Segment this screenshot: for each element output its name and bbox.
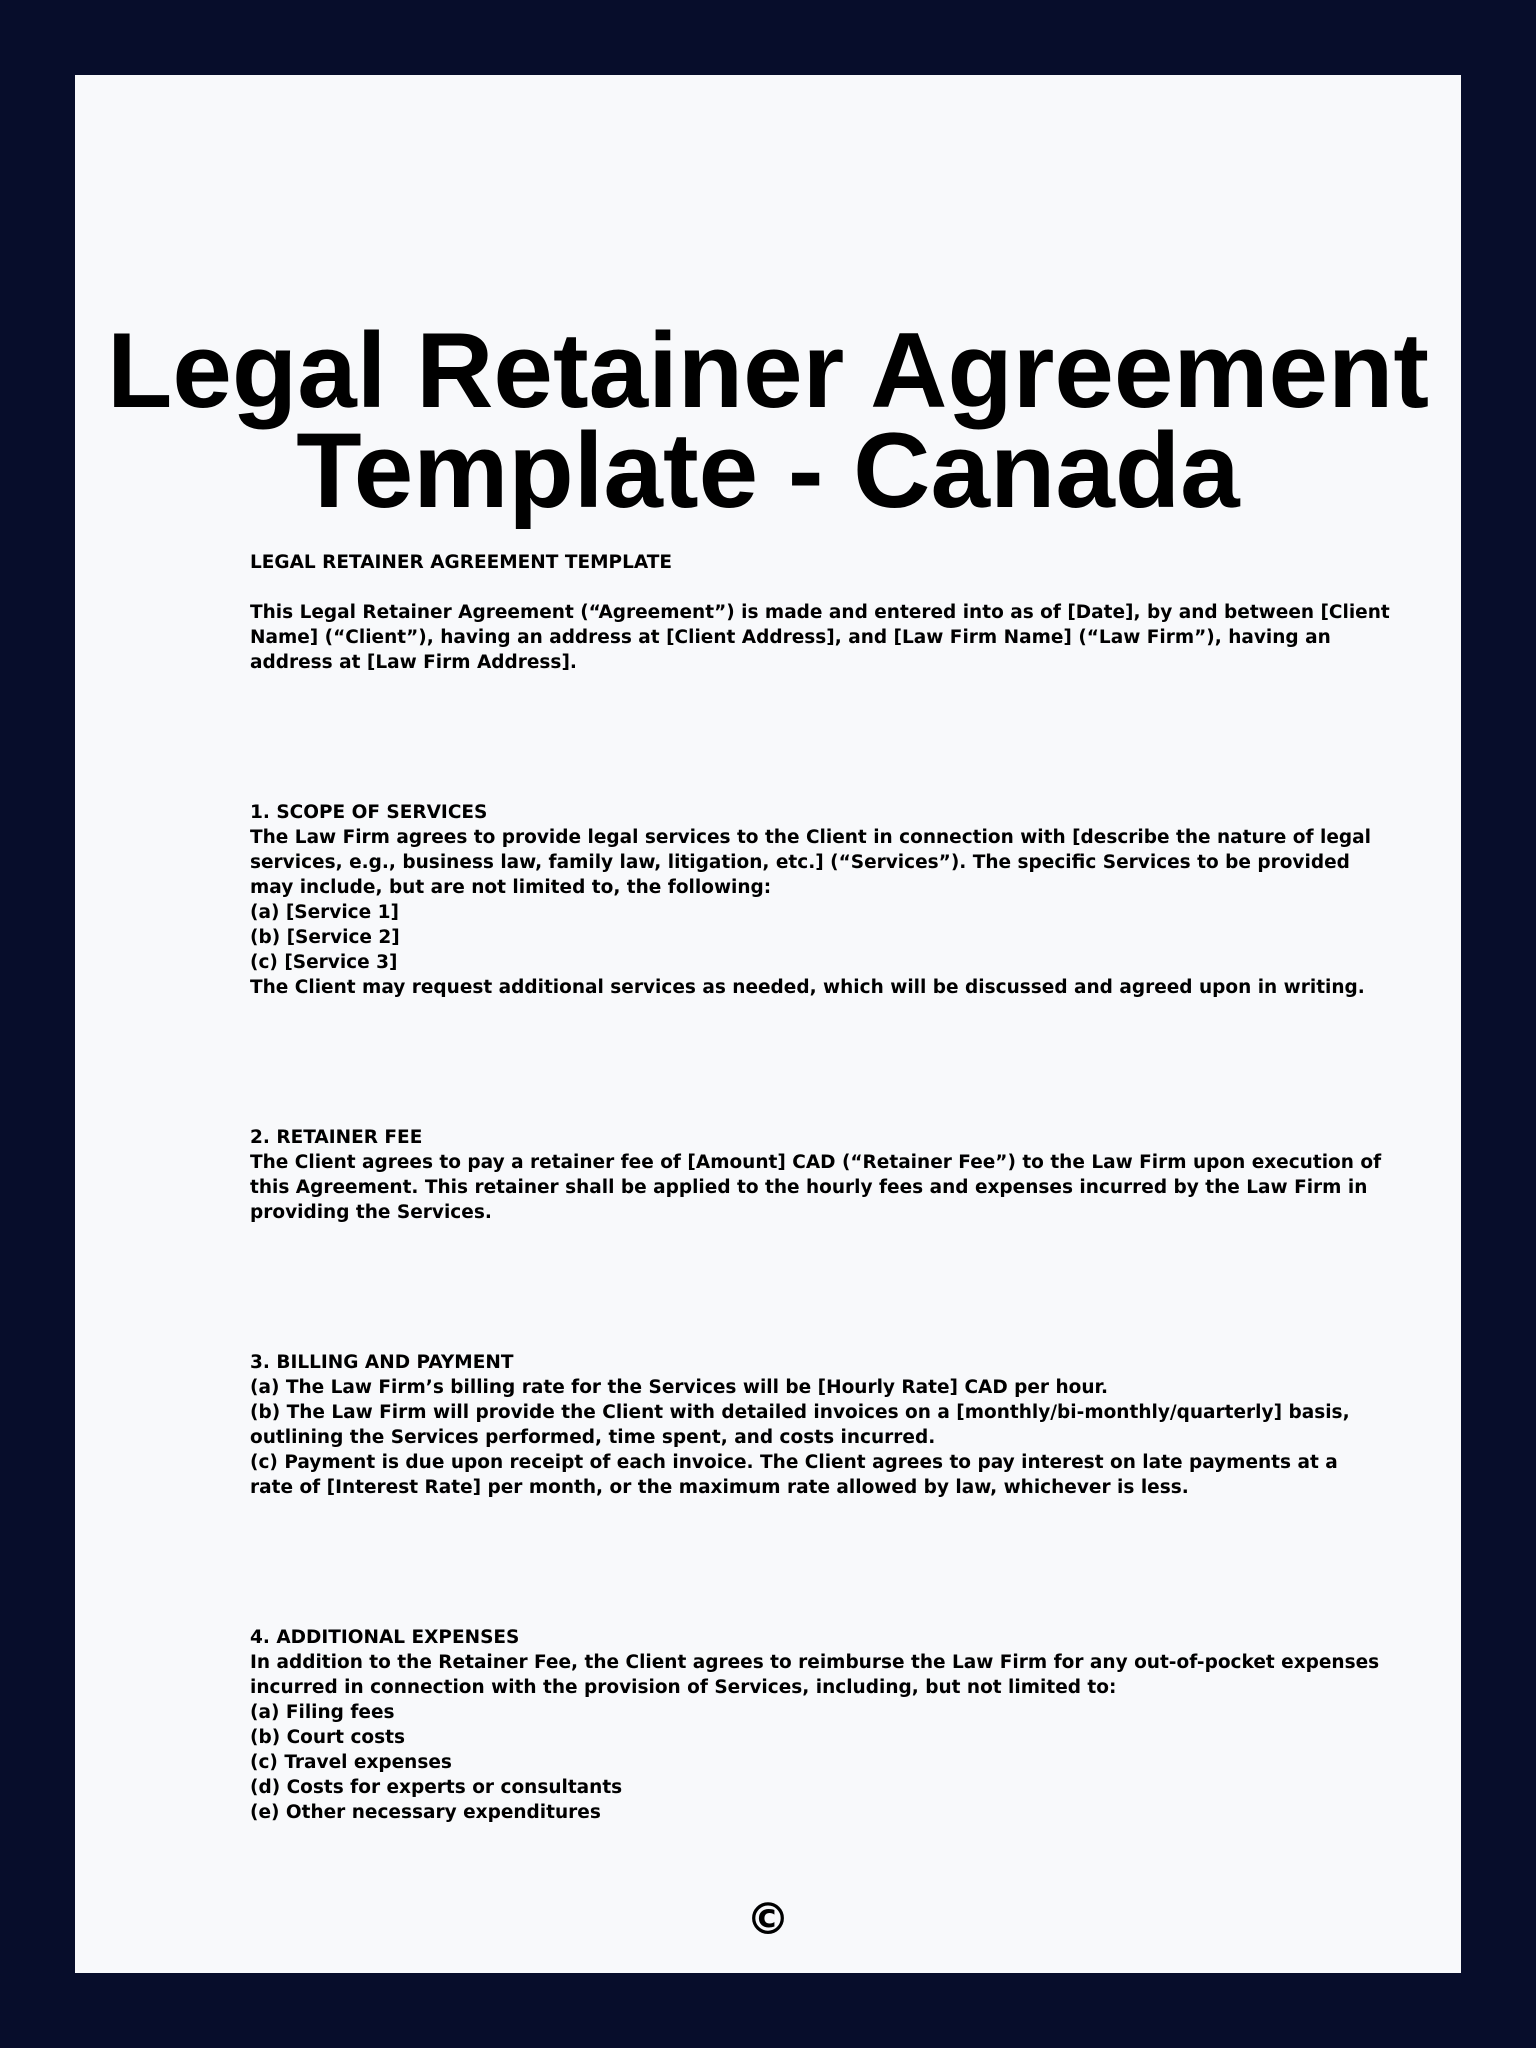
document-heading <box>250 550 1310 575</box>
section-line: (b) [Service 2] <box>250 927 400 948</box>
copyright-icon: © <box>746 1894 790 1945</box>
intro-line: address at [Law Firm Address]. <box>250 652 577 673</box>
section-line: (c) Travel expenses <box>250 1752 452 1773</box>
section-line: The Client may request additional services as needed, which will be discussed and agreed upon in writing. <box>250 977 1365 998</box>
page-title-line-2: Template - Canada <box>296 410 1240 530</box>
intro-line: This Legal Retainer Agreement (“Agreement”) is made and entered into as of [Date], by and between [Client <box>250 602 1390 623</box>
section-line: outlining the Services performed, time spent, and costs incurred. <box>250 1427 936 1448</box>
section-line: may include, but are not limited to, the following: <box>250 877 772 898</box>
section-line: providing the Services. <box>250 1202 492 1223</box>
section-line: In addition to the Retainer Fee, the Client agrees to reimburse the Law Firm for any out-of-pocket expenses <box>250 1652 1380 1673</box>
section-heading: 4. ADDITIONAL EXPENSES <box>250 1627 520 1648</box>
section-additional-expenses <box>250 1625 1380 1825</box>
section-line: (d) Costs for experts or consultants <box>250 1777 623 1798</box>
section-line: (a) Filing fees <box>250 1702 395 1723</box>
section-line: (c) Payment is due upon receipt of each invoice. The Client agrees to pay interest on late payments at a <box>250 1452 1338 1473</box>
page-title <box>75 310 1461 530</box>
section-retainer-fee <box>250 1125 1382 1225</box>
intro-line: Name] (“Client”), having an address at [Client Address], and [Law Firm Name] (“Law Firm”), having an <box>250 627 1331 648</box>
document-heading-text: LEGAL RETAINER AGREEMENT TEMPLATE <box>250 552 672 573</box>
section-line: (b) The Law Firm will provide the Client with detailed invoices on a [monthly/bi-monthly/quarterly] basis, <box>250 1402 1350 1423</box>
section-line: (a) [Service 1] <box>250 902 399 923</box>
section-line: this Agreement. This retainer shall be applied to the hourly fees and expenses incurred by the Law Firm in <box>250 1177 1368 1198</box>
section-line: The Client agrees to pay a retainer fee of [Amount] CAD (“Retainer Fee”) to the Law Firm upon execution of <box>250 1152 1382 1173</box>
section-line: incurred in connection with the provision of Services, including, but not limited to: <box>250 1677 1117 1698</box>
section-line: rate of [Interest Rate] per month, or the maximum rate allowed by law, whichever is less. <box>250 1477 1189 1498</box>
intro-paragraph <box>250 600 1390 675</box>
section-line: (a) The Law Firm’s billing rate for the Services will be [Hourly Rate] CAD per hour. <box>250 1377 1109 1398</box>
section-heading: 3. BILLING AND PAYMENT <box>250 1352 514 1373</box>
document-page <box>75 75 1461 1973</box>
section-heading: 1. SCOPE OF SERVICES <box>250 802 488 823</box>
section-line: services, e.g., business law, family law, litigation, etc.] (“Services”). The specific Services to be provided <box>250 852 1350 873</box>
section-billing-and-payment <box>250 1350 1350 1500</box>
section-line: (c) [Service 3] <box>250 952 398 973</box>
section-heading: 2. RETAINER FEE <box>250 1127 423 1148</box>
page-title-line-1: Legal Retainer Agreement <box>106 310 1430 430</box>
section-scope-of-services <box>250 800 1371 1000</box>
section-line: (b) Court costs <box>250 1727 406 1748</box>
section-line: The Law Firm agrees to provide legal services to the Client in connection with [describe the nature of legal <box>250 827 1371 848</box>
section-line: (e) Other necessary expenditures <box>250 1802 601 1823</box>
